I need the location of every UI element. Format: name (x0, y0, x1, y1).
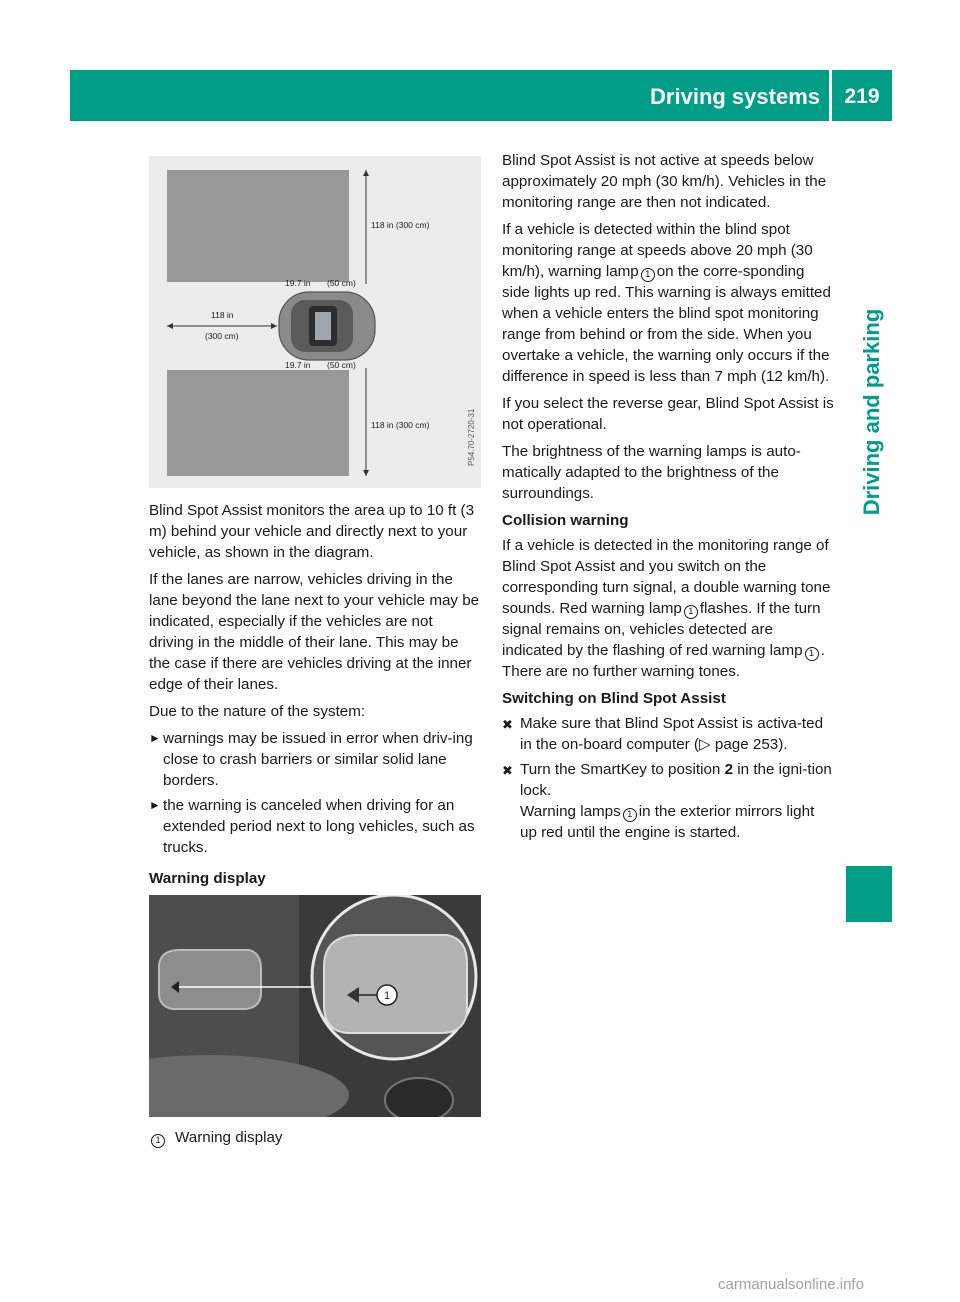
dim-label-lower-side-cm: (50 cm) (327, 360, 356, 370)
callout-number-icon: 1 (641, 268, 655, 282)
page-reference: page 253). (714, 736, 788, 753)
dim-label-bottom: 118 in (300 cm) (371, 420, 430, 430)
instruction-step: ✖ Make sure that Blind Spot Assist is activa-ted in the on-board computer (▷ page 253). (502, 715, 824, 753)
left-column (149, 150, 481, 1148)
section-heading: Warning display (149, 870, 266, 887)
monitoring-zone-right (167, 370, 349, 476)
paragraph: If you select the reverse gear, Blind Spot Assist is not operational. (502, 395, 834, 433)
section-title: Driving systems (650, 84, 820, 109)
callout-number-icon: 1 (151, 1134, 165, 1148)
footer-watermark: carmanualsonline.info (718, 1276, 864, 1293)
callout-number: 1 (383, 990, 391, 1002)
callout-number-icon: 1 (805, 647, 819, 661)
figure-code: P54.70-2720-31 (467, 408, 476, 466)
callout-number-icon: 1 (684, 605, 698, 619)
dim-label-left: 118 in (211, 310, 234, 320)
paragraph: If the lanes are narrow, vehicles driving in the lane beyond the lane next to your vehicle may be indicated, especially if the vehicles are not driving in the middle of their lane. This may be the case if there are vehicles driving at the inner edge of their lanes. (149, 571, 480, 693)
bullet-icon: ► (149, 731, 161, 745)
step-arrow-icon: ✖ (502, 717, 513, 732)
dim-label-upper-side: 19.7 in (285, 278, 311, 288)
list-item: ► the warning is canceled when driving for an extended period next to long vehicles, such as trucks. (149, 797, 475, 856)
monitoring-zone-left (167, 170, 349, 282)
paragraph: The brightness of the warning lamps is auto-matically adapted to the brightness of the surroundings. (502, 443, 801, 502)
car-icon (279, 292, 375, 360)
header-bar (70, 70, 892, 121)
section-heading: Collision warning (502, 512, 629, 529)
right-column (502, 150, 834, 847)
blind-spot-range-diagram (149, 156, 481, 488)
mirror-warning-photo (149, 895, 481, 1117)
page-number: 219 (844, 85, 880, 108)
side-tab-marker (846, 866, 892, 922)
list-item: ► warnings may be issued in error when driv-ing close to crash barriers or similar solid lane borders. (149, 730, 473, 789)
side-tab-label: Driving and parking (859, 308, 884, 516)
step-arrow-icon: ✖ (502, 763, 513, 778)
paragraph: If a vehicle is detected within the blind spot monitoring range at speeds above 20 mph (30 km/h), warning lamp 1 on the corre-sponding side lights up red. This warning is always emitted when a vehicle enters the blind spot monitoring range from behind or from the side. When you overtake a vehicle, the warning only occurs if the difference in speed is less than 7 mph (12 km/h). (502, 221, 831, 385)
paragraph: Due to the nature of the system: (149, 703, 366, 720)
callout-number-icon: 1 (623, 808, 637, 822)
paragraph: If a vehicle is detected in the monitoring range of Blind Spot Assist and you switch on the corresponding turn signal, a double warning tone sounds. Red warning lamp 1 flashes. If the turn signal remains on, vehicles detected are indicated by the flashing of red warning lamp 1 . There are no further warning tones. (502, 537, 831, 680)
dim-label-top: 118 in (300 cm) (371, 220, 430, 230)
instruction-step: ✖ Turn the SmartKey to position 2 in the igni-tion lock. Warning lamps 1 in the exterior mirrors light up red until the engine is started. (502, 761, 832, 841)
header-separator (829, 70, 832, 121)
figure-caption: 1 Warning display (149, 1127, 481, 1148)
page-ref-icon: ▷ (698, 736, 711, 753)
dim-label-upper-side-cm: (50 cm) (327, 278, 356, 288)
bullet-icon: ► (149, 798, 161, 812)
dim-label-left-cm: (300 cm) (205, 331, 239, 341)
side-tab (846, 232, 898, 592)
mirror-icon (159, 950, 261, 1009)
paragraph: Blind Spot Assist monitors the area up to 10 ft (3 m) behind your vehicle and directly next to your vehicle, as shown in the diagram. (149, 502, 475, 561)
paragraph: Blind Spot Assist is not active at speeds below approximately 20 mph (30 km/h). Vehicles in the monitoring range are then not indicated. (502, 152, 827, 211)
section-heading: Switching on Blind Spot Assist (502, 690, 726, 707)
dim-label-lower-side: 19.7 in (285, 360, 311, 370)
